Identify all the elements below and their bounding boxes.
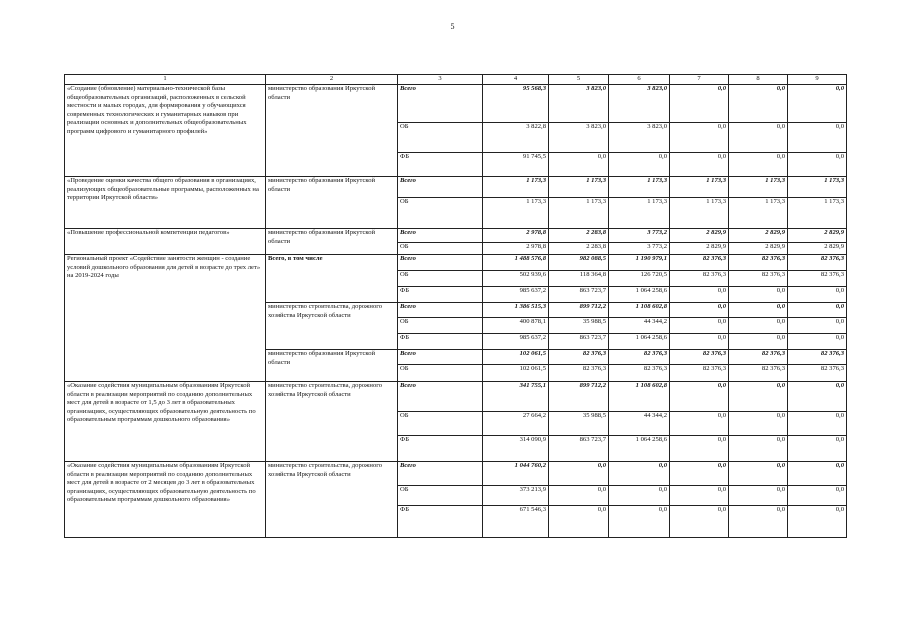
funding-source: Всего: [398, 303, 483, 318]
amount-cell: 0,0: [729, 436, 788, 462]
amount-cell: 0,0: [670, 85, 729, 123]
header-row: [65, 75, 847, 85]
amount-cell: 0,0: [729, 334, 788, 350]
funding-source: Всего: [398, 462, 483, 486]
amount-cell: 0,0: [670, 334, 729, 350]
amount-cell: 985 637,2: [483, 334, 549, 350]
funding-source: ОБ: [398, 412, 483, 436]
amount-cell: 0,0: [788, 287, 847, 303]
column-number-9: 9: [788, 75, 847, 85]
amount-cell: 1 173,3: [788, 198, 847, 229]
funding-source: ФБ: [398, 334, 483, 350]
amount-cell: 0,0: [670, 462, 729, 486]
amount-cell: 1 173,3: [788, 177, 847, 198]
table-row: [65, 255, 847, 271]
funding-source: ОБ: [398, 318, 483, 334]
amount-cell: 82 376,3: [609, 350, 670, 365]
amount-cell: 863 723,7: [549, 436, 609, 462]
amount-cell: 863 723,7: [549, 287, 609, 303]
amount-cell: 373 213,9: [483, 486, 549, 506]
amount-cell: 0,0: [670, 412, 729, 436]
amount-cell: 91 745,5: [483, 153, 549, 177]
funding-source: ОБ: [398, 198, 483, 229]
amount-cell: 0,0: [549, 462, 609, 486]
funding-source: ОБ: [398, 123, 483, 153]
amount-cell: 2 829,9: [788, 243, 847, 255]
amount-cell: 1 064 258,6: [609, 287, 670, 303]
amount-cell: 3 823,0: [549, 123, 609, 153]
funding-source: ФБ: [398, 436, 483, 462]
amount-cell: 82 376,3: [549, 350, 609, 365]
amount-cell: 1 173,3: [670, 177, 729, 198]
column-number-7: 7: [670, 75, 729, 85]
amount-cell: 82 376,3: [549, 365, 609, 382]
executor-cell: министерство строительства, дорожного хозяйства Иркутской области: [266, 382, 398, 462]
amount-cell: 1 173,3: [609, 177, 670, 198]
page-number: 5: [450, 22, 455, 31]
amount-cell: 82 376,3: [729, 350, 788, 365]
amount-cell: 1 173,3: [729, 198, 788, 229]
amount-cell: 1 173,3: [483, 177, 549, 198]
funding-source: ОБ: [398, 365, 483, 382]
amount-cell: 2 829,9: [788, 229, 847, 243]
table-row: [65, 85, 847, 123]
amount-cell: 0,0: [549, 153, 609, 177]
column-number-3: 3: [398, 75, 483, 85]
funding-source: ОБ: [398, 486, 483, 506]
measure-name: Региональный проект «Содействие занятости женщин - создание условий дошкольного образования для детей в возрасте до трех лет» на 2019-2024 годы: [65, 255, 266, 382]
column-number-5: 5: [549, 75, 609, 85]
executor-cell: министерство образования Иркутской области: [266, 85, 398, 177]
amount-cell: 2 829,9: [729, 229, 788, 243]
amount-cell: 0,0: [729, 85, 788, 123]
amount-cell: 82 376,3: [788, 350, 847, 365]
amount-cell: 0,0: [729, 287, 788, 303]
amount-cell: 2 283,8: [549, 229, 609, 243]
amount-cell: 1 173,3: [549, 198, 609, 229]
amount-cell: 82 376,3: [729, 255, 788, 271]
amount-cell: 44 344,2: [609, 412, 670, 436]
amount-cell: 1 173,3: [609, 198, 670, 229]
amount-cell: 0,0: [670, 287, 729, 303]
amount-cell: 0,0: [788, 85, 847, 123]
amount-cell: 0,0: [788, 318, 847, 334]
amount-cell: 314 090,9: [483, 436, 549, 462]
amount-cell: 27 664,2: [483, 412, 549, 436]
amount-cell: 1 173,3: [729, 177, 788, 198]
amount-cell: 2 829,9: [670, 229, 729, 243]
column-number-1: 1: [65, 75, 266, 85]
column-number-8: 8: [729, 75, 788, 85]
amount-cell: 0,0: [729, 382, 788, 412]
amount-cell: 82 376,3: [670, 365, 729, 382]
amount-cell: 82 376,3: [788, 255, 847, 271]
amount-cell: 0,0: [788, 334, 847, 350]
amount-cell: 2 283,8: [549, 243, 609, 255]
amount-cell: 0,0: [729, 123, 788, 153]
table-row: [65, 462, 847, 486]
column-number-6: 6: [609, 75, 670, 85]
amount-cell: 1 064 258,6: [609, 334, 670, 350]
table-row: [65, 177, 847, 198]
executor-cell: министерство строительства, дорожного хозяйства Иркутской области: [266, 303, 398, 350]
amount-cell: 0,0: [670, 303, 729, 318]
amount-cell: 899 712,2: [549, 303, 609, 318]
amount-cell: 0,0: [729, 486, 788, 506]
amount-cell: 0,0: [788, 486, 847, 506]
amount-cell: 82 376,3: [670, 255, 729, 271]
amount-cell: 1 064 258,6: [609, 436, 670, 462]
amount-cell: 3 822,8: [483, 123, 549, 153]
executor-cell: министерство образования Иркутской области: [266, 350, 398, 382]
amount-cell: 0,0: [729, 412, 788, 436]
amount-cell: 0,0: [788, 123, 847, 153]
amount-cell: 0,0: [729, 506, 788, 538]
budget-table: [64, 74, 847, 538]
amount-cell: 341 755,1: [483, 382, 549, 412]
amount-cell: 899 712,2: [549, 382, 609, 412]
measure-name: «Создание (обновление) материально-технической базы общеобразовательных организаций, расположенных в сельской местности и малых городах, для формирования у обучающихся современных технологических и гуманитарных навыков при реализации основных и дополнительных общеобразовательных программ цифрового и гуманитарного профилей»: [65, 85, 266, 177]
amount-cell: 502 939,6: [483, 271, 549, 287]
amount-cell: 82 376,3: [670, 350, 729, 365]
amount-cell: 0,0: [609, 506, 670, 538]
amount-cell: 0,0: [788, 303, 847, 318]
column-number-2: 2: [266, 75, 398, 85]
amount-cell: 1 173,3: [670, 198, 729, 229]
amount-cell: 0,0: [670, 382, 729, 412]
funding-source: Всего: [398, 85, 483, 123]
amount-cell: 35 988,5: [549, 412, 609, 436]
amount-cell: 0,0: [609, 486, 670, 506]
amount-cell: 0,0: [670, 506, 729, 538]
amount-cell: 0,0: [609, 462, 670, 486]
amount-cell: 82 376,3: [670, 271, 729, 287]
amount-cell: 0,0: [788, 462, 847, 486]
amount-cell: 3 773,2: [609, 243, 670, 255]
amount-cell: 0,0: [788, 436, 847, 462]
funding-source: ФБ: [398, 287, 483, 303]
amount-cell: 985 637,2: [483, 287, 549, 303]
amount-cell: 0,0: [729, 153, 788, 177]
amount-cell: 102 061,5: [483, 350, 549, 365]
amount-cell: 2 978,8: [483, 243, 549, 255]
executor-cell: министерство образования Иркутской области: [266, 177, 398, 229]
amount-cell: 3 773,2: [609, 229, 670, 243]
amount-cell: 0,0: [670, 123, 729, 153]
funding-source: Всего: [398, 177, 483, 198]
amount-cell: 1 488 576,8: [483, 255, 549, 271]
amount-cell: 1 044 760,2: [483, 462, 549, 486]
measure-name: «Повышение профессиональной компетенции педагогов»: [65, 229, 266, 255]
amount-cell: 3 823,0: [609, 85, 670, 123]
amount-cell: 0,0: [788, 153, 847, 177]
amount-cell: 0,0: [609, 153, 670, 177]
funding-source: ОБ: [398, 243, 483, 255]
table-row: [65, 382, 847, 412]
amount-cell: 0,0: [729, 462, 788, 486]
amount-cell: 0,0: [729, 318, 788, 334]
amount-cell: 82 376,3: [729, 365, 788, 382]
amount-cell: 118 364,8: [549, 271, 609, 287]
amount-cell: 82 376,3: [788, 271, 847, 287]
funding-source: ФБ: [398, 153, 483, 177]
amount-cell: 1 173,3: [549, 177, 609, 198]
measure-name: «Оказание содействия муниципальным образованиям Иркутской области в реализации мероприятий по созданию дополнительных мест для детей в возрасте от 2 месяцев до 3 лет в образовательных организациях, осуществляющих образовательную деятельность по образовательным программам дошкольного образования»: [65, 462, 266, 538]
amount-cell: 3 823,0: [609, 123, 670, 153]
funding-source: Всего: [398, 229, 483, 243]
amount-cell: 1 108 602,8: [609, 303, 670, 318]
amount-cell: 3 823,0: [549, 85, 609, 123]
amount-cell: 0,0: [670, 153, 729, 177]
amount-cell: 0,0: [788, 412, 847, 436]
amount-cell: 82 376,3: [609, 365, 670, 382]
amount-cell: 102 061,5: [483, 365, 549, 382]
executor-cell: министерство образования Иркутской области: [266, 229, 398, 255]
column-number-4: 4: [483, 75, 549, 85]
amount-cell: 44 344,2: [609, 318, 670, 334]
amount-cell: 0,0: [670, 318, 729, 334]
funding-source: Всего: [398, 350, 483, 365]
amount-cell: 1 173,3: [483, 198, 549, 229]
amount-cell: 35 988,5: [549, 318, 609, 334]
amount-cell: 1 108 602,8: [609, 382, 670, 412]
funding-source: Всего: [398, 382, 483, 412]
amount-cell: 1 386 515,3: [483, 303, 549, 318]
amount-cell: 0,0: [549, 486, 609, 506]
amount-cell: 0,0: [670, 486, 729, 506]
measure-name: «Оказание содействия муниципальным образованиям Иркутской области в реализации мероприятий по созданию дополнительных мест для детей в возрасте от 1,5 до 3 лет в образовательных организациях, осуществляющих образовательную деятельность по образовательным программам дошкольного образования»: [65, 382, 266, 462]
amount-cell: 95 568,3: [483, 85, 549, 123]
amount-cell: 126 720,5: [609, 271, 670, 287]
amount-cell: 863 723,7: [549, 334, 609, 350]
amount-cell: 400 878,1: [483, 318, 549, 334]
amount-cell: 2 829,9: [729, 243, 788, 255]
funding-source: ОБ: [398, 271, 483, 287]
measure-name: «Проведение оценки качества общего образования в организациях, реализующих общеобразовательные программы, расположенных на территории Иркутской области»: [65, 177, 266, 229]
amount-cell: 0,0: [670, 436, 729, 462]
amount-cell: 0,0: [729, 303, 788, 318]
table-row: [65, 229, 847, 243]
amount-cell: 671 546,3: [483, 506, 549, 538]
amount-cell: 982 088,5: [549, 255, 609, 271]
executor-cell: Всего, в том числе: [266, 255, 398, 303]
funding-source: ФБ: [398, 506, 483, 538]
amount-cell: 82 376,3: [788, 365, 847, 382]
amount-cell: 2 829,9: [670, 243, 729, 255]
amount-cell: 0,0: [549, 506, 609, 538]
funding-source: Всего: [398, 255, 483, 271]
amount-cell: 0,0: [788, 506, 847, 538]
executor-cell: министерство строительства, дорожного хозяйства Иркутской области: [266, 462, 398, 538]
amount-cell: 0,0: [788, 382, 847, 412]
amount-cell: 82 376,3: [729, 271, 788, 287]
amount-cell: 2 978,8: [483, 229, 549, 243]
amount-cell: 1 190 979,1: [609, 255, 670, 271]
